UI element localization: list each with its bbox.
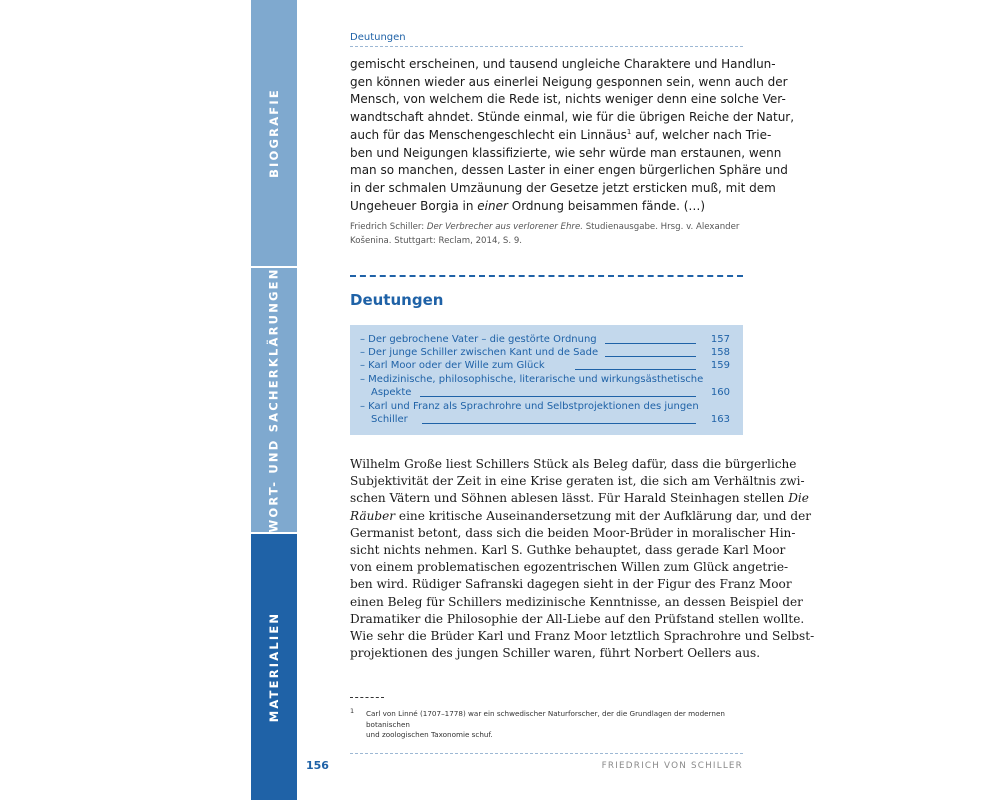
footer-divider <box>350 753 743 754</box>
body-line: Wie sehr die Brüder Karl und Franz Moor letztlich Sprachrohre und Selbst- <box>350 629 815 644</box>
quote-line: gemischt erscheinen, und tausend ungleiche Charaktere und Handlun- <box>350 57 776 71</box>
section-divider <box>350 275 743 277</box>
body-line: Subjektivität der Zeit in eine Krise geraten ist, die sich am Verhältnis zwi- <box>350 474 805 489</box>
body-line: schen Vätern und Söhnen ablesen lässt. Für Harald Steinhagen stellen Die <box>350 491 809 506</box>
quote-line: gen können wieder aus einerlei Neigung gesponnen sein, wenn auch der <box>350 74 788 89</box>
source-citation: Friedrich Schiller: Der Verbrecher aus verlorener Ehre. Studienausgabe. Hrsg. v. Alexander Košenina. Stuttgart: Reclam, 2014, S. 9. <box>350 222 740 246</box>
header-divider <box>350 46 743 47</box>
body-line: Dramatiker die Philosophie der All-Liebe auf den Prüfstand stellen wollte. <box>350 611 805 626</box>
body-line: Wilhelm Große liest Schillers Stück als Beleg dafür, dass die bürgerliche <box>350 457 797 471</box>
tab-wort-und-sacherklaerungen[interactable] <box>251 268 297 532</box>
quote-line: wandtschaft ahndet. Stünde einmal, wie für die übrigen Reiche der Natur, <box>350 110 795 125</box>
quote-line: in der schmalen Umzäunung der Gesetze jetzt ersticken muß, mit dem <box>350 180 776 195</box>
body-line: sicht nichts nehmen. Karl S. Guthke behauptet, dass gerade Karl Moor <box>350 543 786 558</box>
quote-line: ben und Neigungen klassifizierte, wie sehr würde man erstaunen, wenn <box>350 145 782 160</box>
page-number: 156 <box>306 759 329 772</box>
body-line: projektionen des jungen Schiller waren, führt Norbert Oellers aus. <box>350 646 761 661</box>
quote-block <box>350 56 795 215</box>
quote-line: man so manchen, dessen Laster in einer engen bürgerlichen Sphäre und <box>350 163 788 178</box>
footnote-text: Carl von Linné (1707–1778) war ein schwedischer Naturforscher, der die Grundlagen der modernen botanischen und zoologischen Taxonomie schuf. <box>366 709 725 739</box>
body-line: ben wird. Rüdiger Safranski dagegen sieht in der Figur des Franz Moor <box>350 577 792 592</box>
body-line: einen Beleg für Schillers medizinische Kenntnisse, an dessen Beispiel der <box>350 594 803 609</box>
footnote-number: 1 <box>350 707 355 715</box>
body-line: Germanist betont, dass sich die beiden Moor-Brüder in moralischer Hin- <box>350 525 796 540</box>
tab-wort-label: WORT- UND SACHERKLÄRUNGEN <box>267 267 282 533</box>
toc-box: – Der gebrochene Vater – die gestörte Ordnung 157 – Der junge Schiller zwischen Kant und de Sade 158 – Karl Moor oder der Wille zum Glück 159 – Medizinische, philosophische, literarische und wirkungsästhetische Aspekte 160 – Karl und Franz als Sprachrohre und Selbstprojektionen des jungen Schiller 163 <box>350 325 743 435</box>
tab-biografie-label: BIOGRAFIE <box>267 88 281 178</box>
footer-title: FRIEDRICH VON SCHILLER <box>601 761 743 771</box>
footnote-rule <box>350 697 384 698</box>
quote-line: auch für das Menschengeschlecht ein Linnäus$^1$ auf, welcher nach Trie- <box>350 127 772 142</box>
tab-materialien[interactable] <box>251 534 297 800</box>
running-header: Deutungen <box>350 32 406 43</box>
quote-line: Mensch, von welchem die Rede ist, nichts weniger denn eine solche Ver- <box>350 92 786 107</box>
body-text <box>350 456 815 662</box>
body-line: Räuber eine kritische Auseinandersetzung mit der Aufklärung dar, und der <box>350 508 812 523</box>
body-line: von einem problematischen egozentrischen Willen zum Glück angetrie- <box>350 560 789 575</box>
quote-line: Ungeheuer Borgia in einer Ordnung beisammen fände. (…) <box>350 198 706 213</box>
section-title: Deutungen <box>350 291 444 309</box>
footnote-ref[interactable]: 1 <box>626 127 632 136</box>
tab-biografie[interactable] <box>251 0 297 266</box>
tab-materialien-label: MATERIALIEN <box>267 611 282 723</box>
